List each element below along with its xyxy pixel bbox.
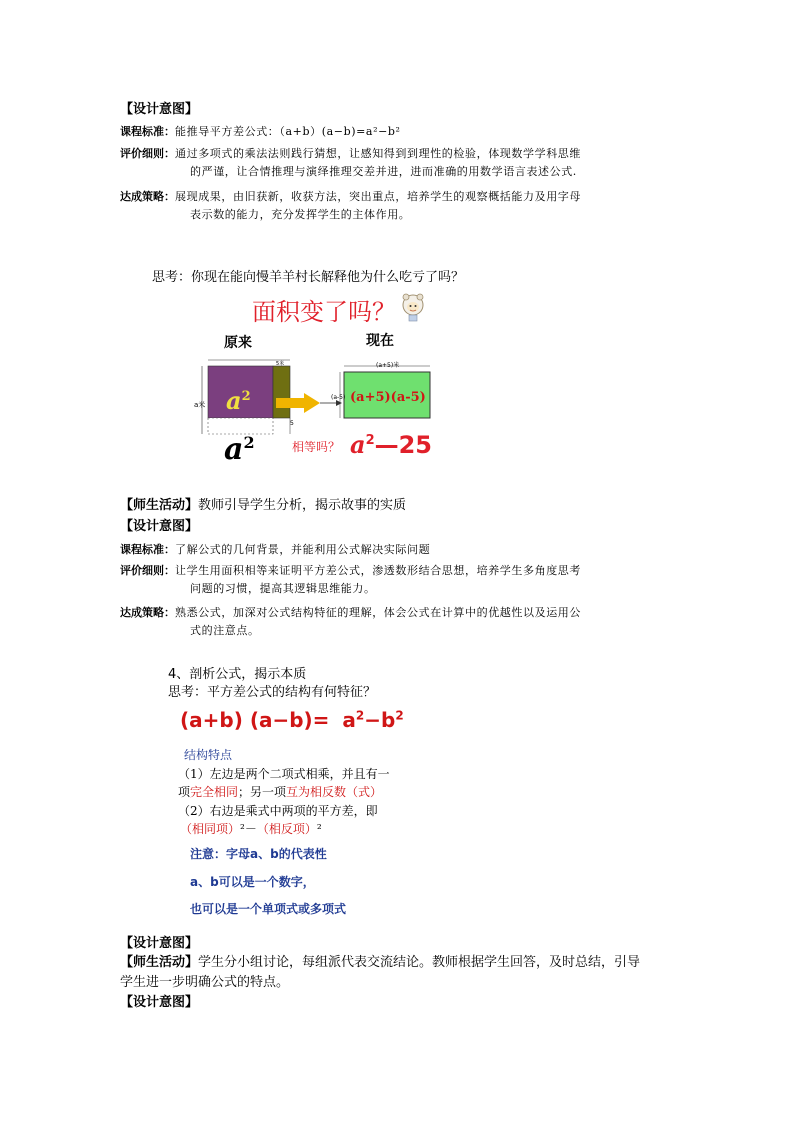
small-5m-label: 5米 (276, 361, 285, 367)
strategy-text-line1: 展现成果，由旧获新，收获方法，突出重点，培养学生的观察概括能力及用字母 (175, 190, 581, 203)
standard-text: 能推导平方差公式：（a+b）(a−b)=a²−b² (175, 125, 401, 138)
detail-text-line2: 问题的习惯，提高其逻辑思维能力。 (190, 582, 376, 595)
teacher-activity-text-line1: 学生分小组讨论，每组派代表交流结论。教师根据学生回答，及时总结，引导 (198, 955, 641, 970)
strategy-text-line1: 熟悉公式，加深对公式结构特征的理解，体会公式在计算中的优越性以及运用公 (175, 606, 581, 619)
figure-title: 面积变了吗？ (252, 298, 396, 326)
right-dim-label: (a-5) (331, 394, 346, 401)
olive-strip (273, 366, 290, 418)
strategy-row-2 (120, 601, 581, 620)
design-intent-heading-2: 【设计意图】 (120, 519, 199, 534)
arrow-shaft (276, 398, 304, 408)
design-intent-heading-3: 【设计意图】 (120, 936, 199, 951)
think-question-1: 思考：你现在能向慢羊羊村长解释他为什么吃亏了吗？ (152, 270, 465, 285)
strategy-text-line2: 表示数的能力，充分发挥学生的主体作用。 (190, 208, 411, 221)
detail-row-1 (120, 142, 581, 161)
result-expression: $a^2—25$ (350, 430, 433, 459)
design-intent-heading-1: 【设计意图】 (120, 102, 199, 117)
strategy-text-line2: 式的注意点。 (190, 624, 260, 637)
teacher-activity-text-line2: 学生进一步明确公式的特点。 (120, 975, 290, 990)
standard-label: 课程标准： (120, 125, 175, 138)
left-square-label: $a^2$ (226, 386, 251, 415)
detail-text-line2: 的严谨，让合情推理与演绎推理交差并进，进而准确的用数学语言表述公式. (190, 165, 577, 178)
feature-2-line1: （2）右边是乘式中两项的平方差，即 (178, 804, 378, 818)
detail-label: 评价细则： (120, 564, 175, 577)
note-line3: 也可以是一个单项式或多项式 (190, 902, 347, 916)
standard-text: 了解公式的几何背景，并能利用公式解决实际问题 (175, 543, 431, 556)
strategy-label: 达成策略： (120, 606, 175, 619)
section4-title: 4、剖析公式，揭示本质 (168, 667, 307, 682)
a-meter-label: a米 (194, 401, 206, 409)
small-5-label: 5 (290, 420, 294, 427)
note-line1: 注意：字母a、b的代表性 (190, 847, 327, 861)
bottom-a-squared: $a^2$ (224, 432, 255, 467)
teacher-activity-label: 【师生活动】 (120, 955, 199, 970)
feature-1-line2: 项完全相同；另一项互为相反数（式） (178, 785, 383, 799)
formula-right: $a^2-b^2$ (342, 708, 404, 732)
equal-question: 相等吗？ (292, 440, 341, 454)
teacher-activity-2 (120, 951, 640, 970)
standard-label: 课程标准： (120, 543, 175, 556)
strategy-label: 达成策略： (120, 190, 175, 203)
teacher-activity-label: 【师生活动】 (120, 498, 199, 513)
top-dim-label: (a+5)米 (376, 362, 400, 369)
standard-row-2 (120, 538, 430, 557)
note-line2: a、b可以是一个数字， (190, 875, 315, 889)
arrow-head (304, 393, 320, 413)
right-rect-label: (a+5)(a-5) (350, 390, 426, 405)
teacher-activity-1 (120, 494, 406, 513)
right-label: 现在 (366, 333, 394, 349)
detail-text-line1: 通过多项式的乘法法则践行猜想，让感知得到到理性的检验，体现数学学科思维 (175, 147, 581, 160)
teacher-activity-text: 教师引导学生分析，揭示故事的实质 (198, 498, 407, 513)
strategy-row-1 (120, 185, 581, 204)
detail-label: 评价细则： (120, 147, 175, 160)
detail-row-2 (120, 559, 581, 578)
feature-title: 结构特点 (184, 748, 233, 762)
design-intent-heading-4: 【设计意图】 (120, 995, 199, 1010)
feature-2-line2: （相同项）²－（相反项）² (180, 822, 322, 836)
detail-text-line1: 让学生用面积相等来证明平方差公式，渗透数形结合思想，培养学生多角度思考 (175, 564, 581, 577)
left-label: 原来 (224, 335, 252, 351)
formula (180, 708, 404, 732)
section4-think: 思考：平方差公式的结构有何特征？ (168, 685, 377, 700)
standard-row-1 (120, 120, 401, 139)
sheep-icon (400, 292, 426, 322)
formula-left: (a+b) (a−b)= (180, 708, 330, 732)
feature-1-line1: （1）左边是两个二项式相乘，并且有一 (178, 767, 390, 781)
